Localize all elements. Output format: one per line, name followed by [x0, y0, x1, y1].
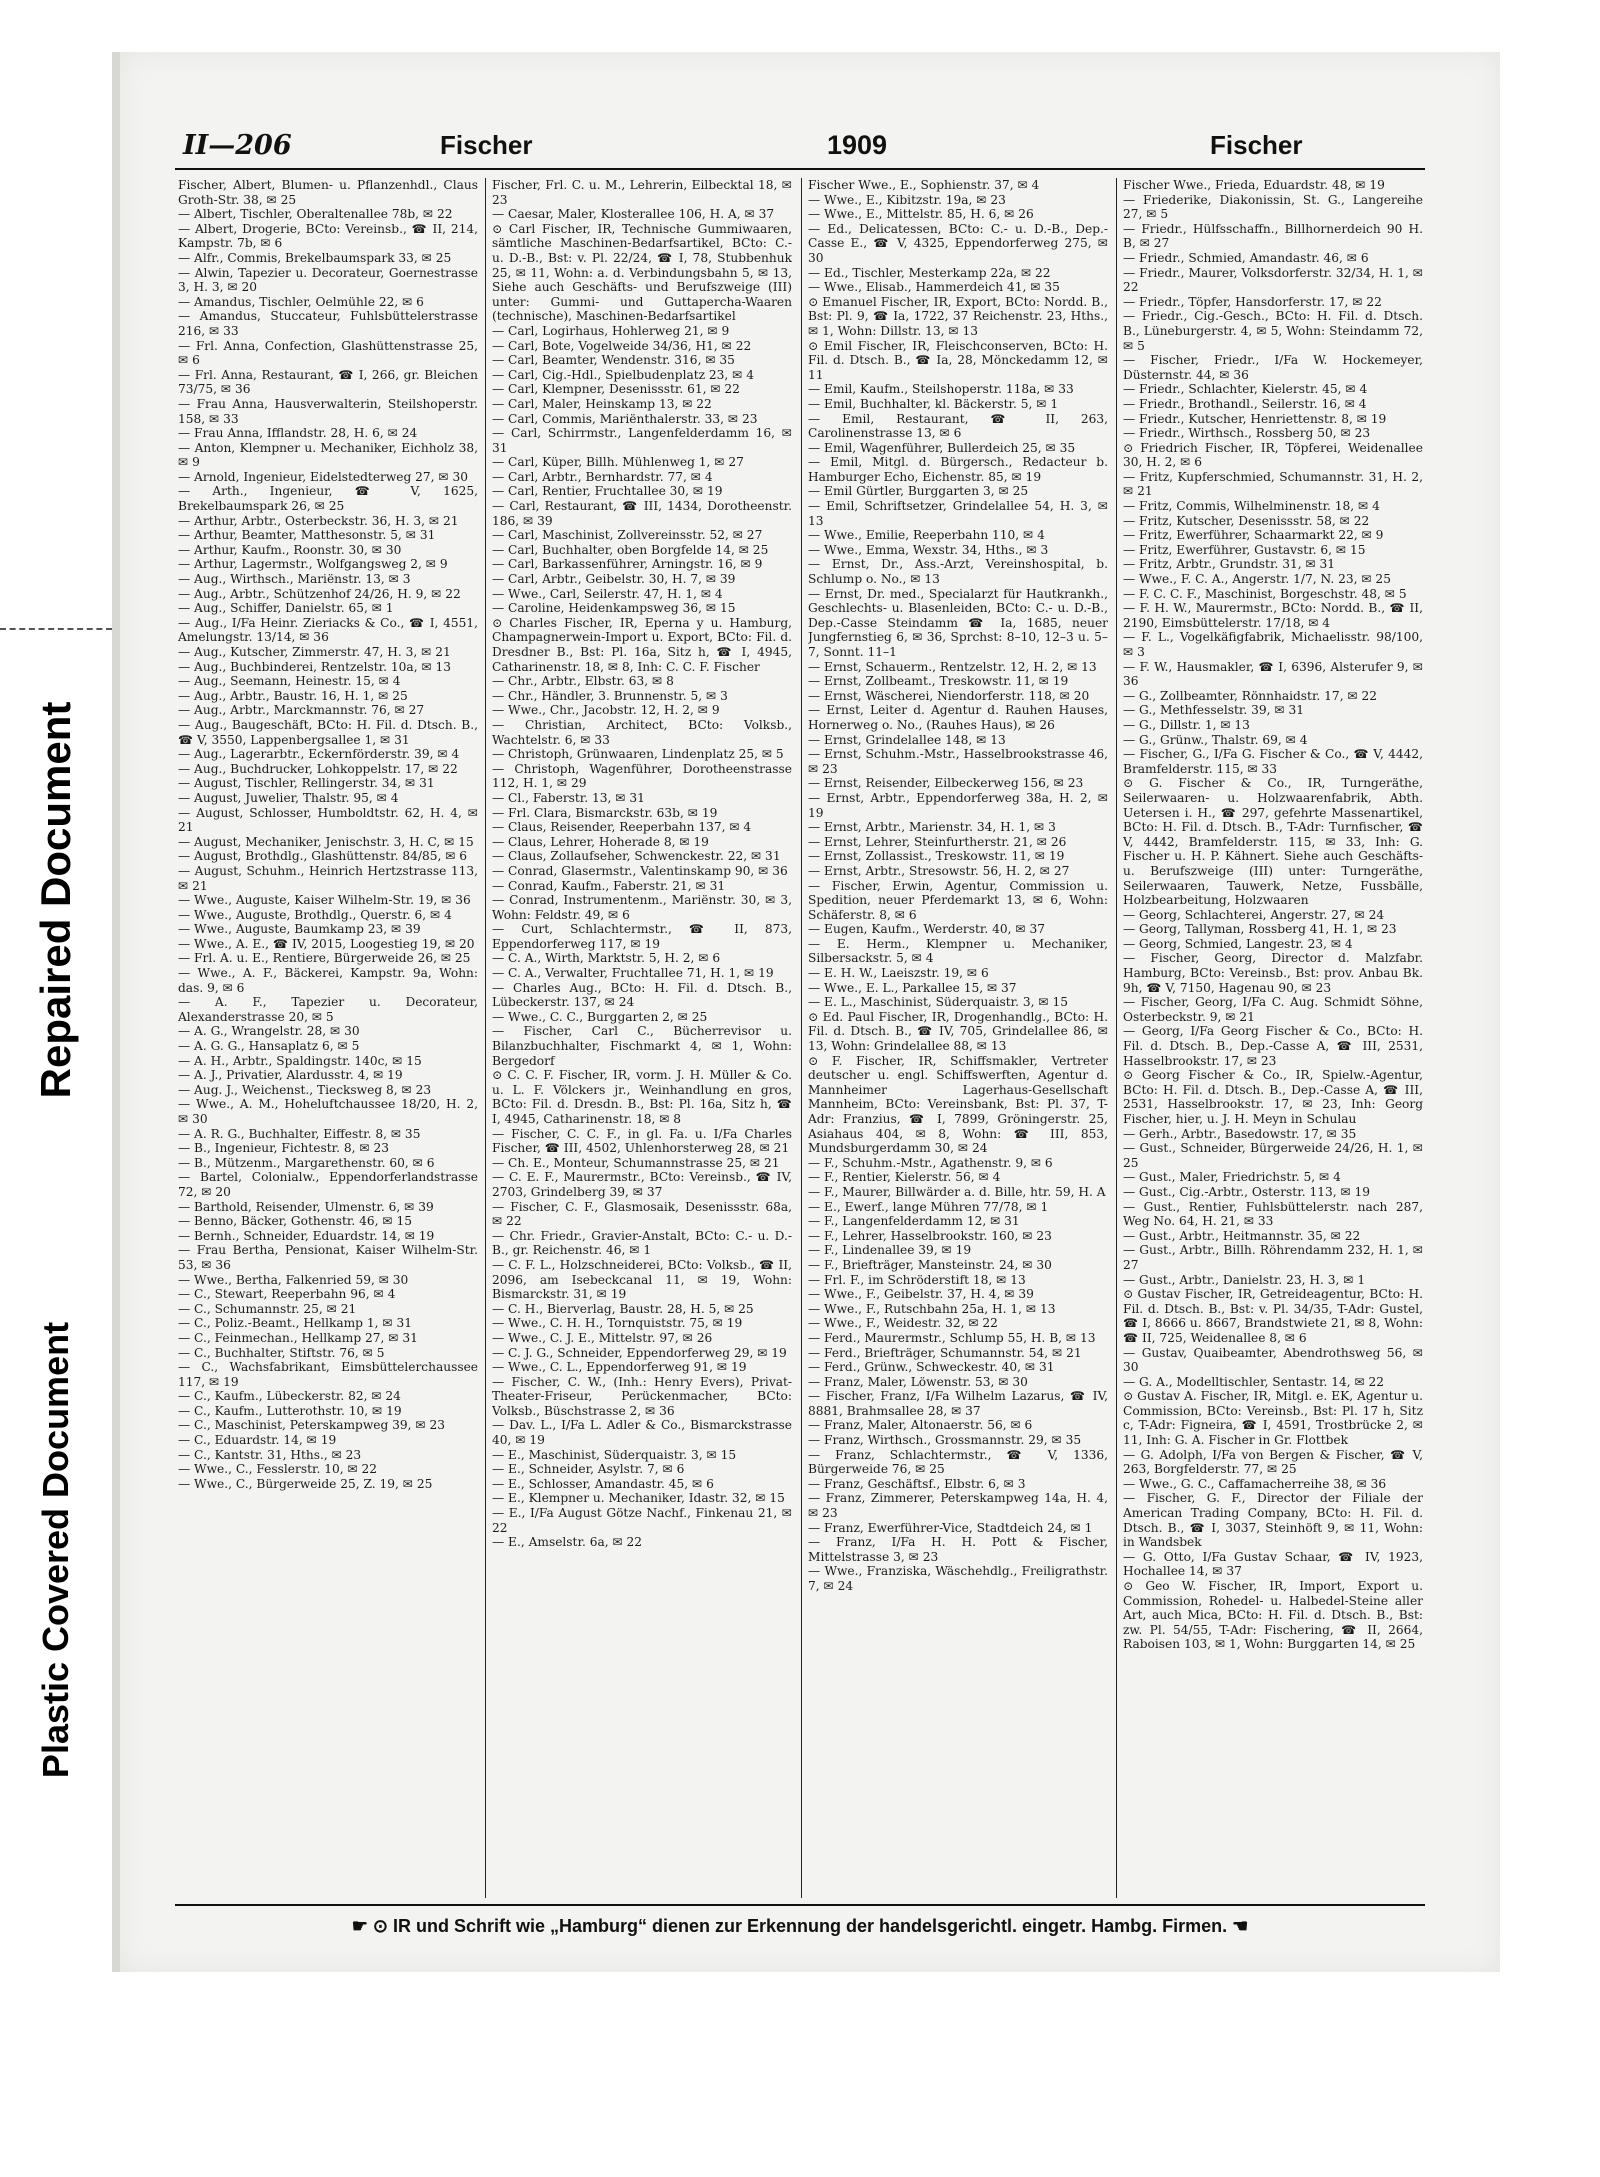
directory-entry: — Gerh., Arbtr., Basedowstr. 17, ✉ 35	[1123, 1126, 1357, 1141]
directory-entry: — Friedr., Cig.-Gesch., BCto: H. Fil. d. Dtsch. B., Lüneburgerstr. 4, ✉ 5, Wohn: Steindamm 72, ✉ 5	[1123, 309, 1423, 353]
directory-entry: — C., Eduardstr. 14, ✉ 19	[178, 1433, 337, 1448]
directory-entry: ⊙ Friedrich Fischer, IR, Töpferei, Weidenallee 30, H. 2, ✉ 6	[1123, 440, 1423, 470]
directory-entry: — Carl, Arbtr., Bernhardstr. 77, ✉ 4	[492, 469, 713, 484]
directory-entry: — E. L., Maschinist, Süderquaistr. 3, ✉ 15	[808, 995, 1068, 1010]
directory-entry: — Friedr., Brothandl., Seilerstr. 16, ✉ 4	[1123, 396, 1367, 411]
directory-entry: — Emil, Mitgl. d. Bürgersch., Redacteur b. Hamburger Echo, Eichenstr. 85, ✉ 19	[808, 455, 1108, 484]
directory-entry: — G., Zollbeamter, Rönnhaidstr. 17, ✉ 22	[1123, 688, 1378, 703]
directory-entry: — Franz, Maler, Altonaerstr. 56, ✉ 6	[808, 1418, 1033, 1433]
directory-entry: ⊙ C. C. F. Fischer, IR, vorm. J. H. Müller & Co. u. L. F. Völckers jr., Weinhandlung en gros, BCto: Fil. d. Dresdn. B., Bst: Pl. 16a, Sitz h, ☎ I, 4945, Catharinenstr. 18, ✉ 8	[492, 1068, 792, 1126]
directory-entry: — Alfr., Commis, Brekelbaumspark 33, ✉ 25	[178, 250, 452, 265]
directory-entry: — A. J., Privatier, Alardusstr. 4, ✉ 19	[178, 1068, 403, 1083]
directory-entry: — Curt, Schlachtermstr., ☎ II, 873, Eppendorferweg 117, ✉ 19	[492, 922, 792, 951]
directory-entry: — Friedr., Hülfsschaffn., Billhornerdeich 90 H. B, ✉ 27	[1123, 221, 1423, 251]
header-name-left: Fischer	[440, 130, 533, 160]
directory-entry: — Carl, Restaurant, ☎ III, 1434, Dorotheenstr. 186, ✉ 39	[492, 499, 792, 528]
directory-entry: — Christoph, Grünwaaren, Lindenplatz 25, ✉ 5	[492, 747, 784, 762]
directory-entry: — Emil Gürtler, Burggarten 3, ✉ 25	[808, 484, 1029, 499]
column-2	[492, 178, 792, 1898]
directory-entry: — Aug., Kutscher, Zimmerstr. 47, H. 3, ✉ 21	[178, 645, 451, 659]
directory-entry: — Fritz, Ewerführer, Schaarmarkt 22, ✉ 9	[1123, 528, 1384, 543]
directory-entry: — Carl, Schirrmstr., Langenfelderdamm 16, ✉ 31	[492, 426, 792, 455]
directory-entry: — Aug., Arbtr., Baustr. 16, H. 1, ✉ 25	[178, 688, 408, 703]
directory-entry: — Fischer, Friedr., I/Fa W. Hockemeyer, Düsternstr. 44, ✉ 36	[1123, 353, 1423, 382]
directory-entry: — Wwe., Elisab., Hammerdeich 41, ✉ 35	[808, 280, 1060, 295]
directory-entry: — C. A., Verwalter, Fruchtallee 71, H. 1, ✉ 19	[492, 966, 774, 981]
directory-entry: — F., Lindenallee 39, ✉ 19	[808, 1243, 972, 1258]
directory-entry: — Wwe., E., Mittelstr. 85, H. 6, ✉ 26	[808, 207, 1034, 222]
directory-entry: — Ferd., Maurermstr., Schlump 55, H. B, ✉ 13	[808, 1330, 1096, 1345]
directory-entry: — C. H., Bierverlag, Baustr. 28, H. 5, ✉ 25	[492, 1301, 754, 1316]
directory-entry: — Friedr., Wirthsch., Rossberg 50, ✉ 23	[1123, 426, 1371, 441]
directory-entry: — Carl, Barkassenführer, Arningstr. 16, ✉ 9	[492, 557, 763, 572]
directory-entry: — Wwe., C. C., Burggarten 2, ✉ 25	[492, 1009, 708, 1024]
directory-entry: — G., Grünw., Thalstr. 69, ✉ 4	[1123, 732, 1308, 747]
directory-entry: — F. L., Vogelkäfigfabrik, Michaelisstr. 98/100, ✉ 3	[1123, 630, 1423, 659]
directory-entry: — B., Mützenm., Margarethenstr. 60, ✉ 6	[178, 1155, 435, 1170]
directory-entry: — Wwe., Franziska, Wäschehdlg., Freiligrathstr. 7, ✉ 24	[808, 1564, 1108, 1593]
directory-entry: — Wwe., C. J. E., Mittelstr. 97, ✉ 26	[492, 1330, 713, 1345]
directory-entry: — Wwe., E., Kibitzstr. 19a, ✉ 23	[808, 192, 1006, 207]
directory-entry: — August, Mechaniker, Jenischstr. 3, H. C, ✉ 15	[178, 834, 474, 849]
directory-entry: — Gustav, Quaibeamter, Abendrothsweg 56, ✉ 30	[1123, 1345, 1423, 1375]
directory-entry: ⊙ Gustav A. Fischer, IR, Mitgl. e. EK, Agentur u. Commission, BCto: Vereinsb., Bst: Pl. 17 h, Sitz c, T-Adr: Figneira, ☎ I, 4591, Trostbrücke 2, ✉ 11, Inh: G. A. Fischer in Gr. Flottbek	[1123, 1389, 1423, 1448]
directory-entry: — Carl, Klempner, Desenissstr. 61, ✉ 22	[492, 382, 740, 397]
directory-entry: — A. G. G., Hansaplatz 6, ✉ 5	[178, 1039, 360, 1054]
directory-entry: — C. F. L., Holzschneiderei, BCto: Volksb., ☎ II, 2096, am Isebeckcanal 11, ✉ 19, Wohn: Bismarckstr. 31, ✉ 19	[492, 1257, 792, 1302]
directory-entry: — Conrad, Instrumentenm., Mariënstr. 30, ✉ 3, Wohn: Feldstr. 49, ✉ 6	[492, 893, 792, 922]
page-number: II—206	[183, 130, 292, 161]
directory-entry: — Franz, Ewerführer-Vice, Stadtdeich 24, ✉ 1	[808, 1520, 1093, 1535]
directory-entry: — B., Ingenieur, Fichtestr. 8, ✉ 23	[178, 1141, 389, 1156]
column-4	[1123, 178, 1423, 1898]
directory-entry: — C., Poliz.-Beamt., Hellkamp 1, ✉ 31	[178, 1316, 412, 1331]
directory-entry: — Friedr., Schmied, Amandastr. 46, ✉ 6	[1123, 250, 1369, 265]
directory-entry: — Frl. A. u. E., Rentiere, Bürgerweide 26, ✉ 25	[178, 951, 471, 966]
directory-entry: — Anton, Klempner u. Mechaniker, Eichholz 38, ✉ 9	[178, 440, 478, 470]
directory-entry: — F., Lehrer, Hasselbrookstr. 160, ✉ 23	[808, 1228, 1052, 1243]
directory-entry: — Carl, Commis, Mariënthalerstr. 33, ✉ 23	[492, 411, 758, 426]
directory-entry: — Arth., Ingenieur, ☎ V, 1625, Brekelbaumspark 26, ✉ 25	[178, 484, 478, 514]
directory-entry: — Aug., Arbtr., Schützenhof 24/26, H. 9, ✉ 22	[178, 586, 461, 601]
directory-entry: — F. H. W., Maurermstr., BCto: Nordd. B., ☎ II, 2190, Eimsbüttelerstr. 17/18, ✉ 4	[1123, 601, 1423, 630]
directory-entry: — Frau Anna, Ifflandstr. 28, H. 6, ✉ 24	[178, 426, 418, 441]
directory-entry: — Chr., Arbtr., Elbstr. 63, ✉ 8	[492, 674, 674, 689]
directory-entry: — Carl, Rentier, Fruchtallee 30, ✉ 19	[492, 484, 723, 499]
directory-entry: — August, Brothdlg., Glashüttenstr. 84/85, ✉ 6	[178, 849, 468, 864]
directory-entry: — Fischer, G. F., Director der Filiale der American Trading Company, BCto: H. Fil. d. Dtsch. B., ☎ I, 3037, Steinhöft 9, ✉ 11, Wohn: in Wandsbek	[1123, 1491, 1423, 1550]
directory-entry: — Frau Anna, Hausverwalterin, Steilshoperstr. 158, ✉ 33	[178, 396, 478, 426]
directory-entry: — E., Schlosser, Amandastr. 45, ✉ 6	[492, 1476, 714, 1491]
directory-page	[112, 52, 1500, 1972]
directory-entry: — Gust., Arbtr., Billh. Röhrendamm 232, H. 1, ✉ 27	[1123, 1243, 1423, 1272]
directory-entry: — E. Herm., Klempner u. Mechaniker, Silbersackstr. 5, ✉ 4	[808, 936, 1108, 966]
directory-entry: — Arthur, Kaufm., Roonstr. 30, ✉ 30	[178, 542, 402, 557]
directory-entry: — G., Dillstr. 1, ✉ 13	[1123, 717, 1250, 732]
directory-entry: ⊙ Charles Fischer, IR, Eperna y u. Hamburg, Champagnerwein-Import u. Export, BCto: Fil. d. Dresdner B., Bst: Pl. 16a, Sitz h, ☎ I, 4945, Catharinenstr. 18, ✉ 8, Inh: C. C. F. Fischer	[492, 615, 792, 674]
directory-entry: — Amandus, Stuccateur, Fuhlsbüttelerstrasse 216, ✉ 33	[178, 309, 478, 338]
page-header	[175, 122, 1425, 170]
directory-entry: — Charles Aug., BCto: H. Fil. d. Dtsch. B., Lübeckerstr. 137, ✉ 24	[492, 980, 792, 1010]
directory-entry: — Aug., Lagerarbtr., Eckernförderstr. 39, ✉ 4	[178, 747, 460, 762]
directory-entry: — Emil, Kaufm., Steilshoperstr. 118a, ✉ 33	[808, 382, 1074, 397]
directory-entry: — Carl, Cig.-Hdl., Spielbudenplatz 23, ✉ 4	[492, 367, 755, 382]
directory-entry: — Carl, Maschinist, Zollvereinsstr. 52, ✉ 27	[492, 528, 763, 543]
directory-entry: — Aug., Buchbinderei, Rentzelstr. 10a, ✉ 13	[178, 659, 452, 674]
directory-entry: — Wwe., C., Bürgerweide 25, Z. 19, ✉ 25	[178, 1476, 433, 1491]
directory-entry: — Gust., Arbtr., Heitmannstr. 35, ✉ 22	[1123, 1228, 1361, 1243]
plastic-covered-label: Plastic Covered Document	[35, 1321, 76, 1779]
directory-entry: — Claus, Reisender, Reeperbahn 137, ✉ 4	[492, 820, 752, 835]
directory-entry: — Fritz, Kupferschmied, Schumannstr. 31, H. 2, ✉ 21	[1123, 469, 1423, 499]
column-1	[178, 178, 478, 1898]
directory-entry: — Aug., Baugeschäft, BCto: H. Fil. d. Dtsch. B., ☎ V, 3550, Lappenbergsallee 1, ✉ 31	[178, 717, 478, 747]
directory-entry: — Ernst, Zollassist., Treskowstr. 11, ✉ 19	[808, 849, 1065, 864]
directory-entry: — Ernst, Dr., Ass.-Arzt, Vereinshospital, b. Schlump o. No., ✉ 13	[808, 557, 1108, 587]
directory-entry: — Ernst, Schauerm., Rentzelstr. 12, H. 2, ✉ 13	[808, 659, 1097, 674]
directory-entry: — F., Maurer, Billwärder a. d. Bille, htr. 59, H. A	[808, 1184, 1106, 1199]
directory-entry: — Fischer, C. F., Glasmosaik, Desenissstr. 68a, ✉ 22	[492, 1199, 792, 1229]
directory-entry: — A. G., Wrangelstr. 28, ✉ 30	[178, 1024, 360, 1039]
directory-entry: — Frl. Anna, Confection, Glashüttenstrasse 25, ✉ 6	[178, 338, 478, 368]
directory-entry: — Aug., Arbtr., Marckmannstr. 76, ✉ 27	[178, 703, 425, 718]
directory-entry: — Wwe., F., Rutschbahn 25a, H. 1, ✉ 13	[808, 1301, 1056, 1316]
directory-entry: — Wwe., Carl, Seilerstr. 47, H. 1, ✉ 4	[492, 586, 723, 601]
directory-entry: — C. E. F., Maurermstr., BCto: Vereinsb., ☎ IV, 2703, Grindelberg 39, ✉ 37	[492, 1170, 792, 1199]
directory-entry: — E., Maschinist, Süderquaistr. 3, ✉ 15	[492, 1447, 737, 1462]
directory-entry: — Franz, I/Fa H. H. Pott & Fischer, Mittelstrasse 3, ✉ 23	[808, 1535, 1108, 1564]
directory-entry: — Emil, Wagenführer, Bullerdeich 25, ✉ 35	[808, 440, 1076, 455]
directory-entry: — Gust., Rentier, Fuhlsbüttelerstr. nach 287, Weg No. 64, H. 21, ✉ 33	[1123, 1199, 1423, 1229]
column-divider	[1116, 178, 1117, 1898]
directory-entry: — Caesar, Maler, Klosterallee 106, H. A, ✉ 37	[492, 207, 775, 222]
directory-entry: — Aug., Seemann, Heinestr. 15, ✉ 4	[178, 674, 401, 689]
directory-entry: — Friedr., Töpfer, Hansdorferstr. 17, ✉ 22	[1123, 294, 1382, 309]
directory-entry: — G. Adolph, I/Fa von Bergen & Fischer, ☎ V, 263, Borgfelderstr. 77, ✉ 25	[1123, 1447, 1423, 1477]
directory-entry: — Wwe., F. C. A., Angerstr. 1/7, N. 23, ✉ 25	[1123, 572, 1391, 587]
directory-entry: — E., Klempner u. Mechaniker, Idastr. 32, ✉ 15	[492, 1491, 785, 1506]
directory-entry: — Ernst, Lehrer, Steinfurtherstr. 21, ✉ 26	[808, 834, 1067, 849]
directory-entry: — Ch. E., Monteur, Schumannstrasse 25, ✉ 21	[492, 1155, 780, 1170]
column-3	[808, 178, 1108, 1898]
directory-entry: — Claus, Zollaufseher, Schwenckestr. 22, ✉ 31	[492, 849, 781, 864]
directory-entry: — Wwe., Emma, Wexstr. 34, Hths., ✉ 3	[808, 542, 1049, 557]
directory-entry: — C., Schumannstr. 25, ✉ 21	[178, 1301, 357, 1316]
directory-entry: — Ernst, Reisender, Eilbeckerweg 156, ✉ 23	[808, 776, 1084, 791]
directory-entry: — Wwe., C., Fesslerstr. 10, ✉ 22	[178, 1462, 378, 1477]
directory-entry: — Fischer, C. C. F., in gl. Fa. u. I/Fa Charles Fischer, ☎ III, 4502, Uhlenhorsterweg 28, ✉ 21	[492, 1126, 792, 1156]
directory-entry: — Christian, Architect, BCto: Volksb., Wachtelstr. 6, ✉ 33	[492, 717, 792, 747]
directory-entry: — G. Otto, I/Fa Gustav Schaar, ☎ IV, 1923, Hochallee 14, ✉ 37	[1123, 1549, 1423, 1579]
directory-entry: — Gust., Arbtr., Danielstr. 23, H. 3, ✉ 1	[1123, 1272, 1366, 1287]
directory-entry: — Christoph, Wagenführer, Dorotheenstrasse 112, H. 1, ✉ 29	[492, 761, 792, 791]
directory-entry: — Fritz, Kutscher, Desenissstr. 58, ✉ 22	[1123, 513, 1370, 528]
directory-entry: — Frl. Anna, Restaurant, ☎ I, 266, gr. Bleichen 73/75, ✉ 36	[178, 367, 478, 397]
directory-entry: — August, Schlosser, Humboldtstr. 62, H. 4, ✉ 21	[178, 805, 478, 835]
directory-entry: — Frau Bertha, Pensionat, Kaiser Wilhelm-Str. 53, ✉ 36	[178, 1243, 478, 1272]
directory-entry: — E. H. W., Laeiszstr. 19, ✉ 6	[808, 966, 989, 981]
dashed-separator	[0, 628, 112, 630]
directory-entry: — Cl., Faberstr. 13, ✉ 31	[492, 790, 645, 805]
directory-entry: — Ernst, Schuhm.-Mstr., Hasselbrookstrasse 46, ✉ 23	[808, 747, 1108, 776]
directory-entry: — F. W., Hausmakler, ☎ I, 6396, Alsterufer 9, ✉ 36	[1123, 659, 1423, 689]
directory-entry: — Friedr., Kutscher, Henriettenstr. 8, ✉ 19	[1123, 411, 1387, 426]
directory-entry: ⊙ Emil Fischer, IR, Fleischconserven, BCto: H. Fil. d. Dtsch. B., ☎ Ia, 28, Mönckedamm 12, ✉ 11	[808, 338, 1108, 382]
directory-entry: — August, Tischler, Rellingerstr. 34, ✉ 31	[178, 776, 435, 791]
directory-entry: — Fritz, Arbtr., Grundstr. 31, ✉ 31	[1123, 557, 1336, 572]
directory-entry: — Emil, Restaurant, ☎ II, 263, Carolinenstrasse 13, ✉ 6	[808, 411, 1108, 441]
directory-entry: — E., Amselstr. 6a, ✉ 22	[492, 1535, 643, 1550]
header-name-right: Fischer	[1210, 130, 1303, 160]
directory-entry: — Chr. Friedr., Gravier-Anstalt, BCto: C.- u. D.-B., gr. Reichenstr. 46, ✉ 1	[492, 1228, 792, 1258]
directory-entry: — F., Langenfelderdamm 12, ✉ 31	[808, 1214, 1020, 1229]
directory-entry: — Ed., Tischler, Mesterkamp 22a, ✉ 22	[808, 265, 1051, 280]
directory-entry: — Wwe., F., Geibelstr. 37, H. 4, ✉ 39	[808, 1287, 1034, 1302]
directory-entry: — Aug., I/Fa Heinr. Zieriacks & Co., ☎ I, 4551, Amelungstr. 13/14, ✉ 36	[178, 615, 478, 645]
directory-entry: — Ernst, Grindelallee 148, ✉ 13	[808, 732, 1006, 747]
directory-entry: ⊙ Carl Fischer, IR, Technische Gummiwaaren, sämtliche Maschinen-Bedarfsartikel, BCto: C.- u. D.-B., Bst: v. Pl. 22/24, ☎ I, 78, Stubbenhuk 25, ✉ 11, Wohn: a. d. Verbindungsbahn 5, ✉ 13, Siehe auch Geschäfts- und Berufszweige (III) unter: Gummi- und Guttapercha-Waaren (technische), Maschinen-Bedarfsartikel	[492, 221, 792, 324]
directory-entry: — E., Ewerf., lange Mühren 77/78, ✉ 1	[808, 1199, 1049, 1214]
directory-entry: — Amandus, Tischler, Oelmühle 22, ✉ 6	[178, 294, 424, 309]
directory-entry: — August, Juwelier, Thalstr. 95, ✉ 4	[178, 790, 399, 805]
directory-entry: — Emil, Schriftsetzer, Grindelallee 54, H. 3, ✉ 13	[808, 499, 1108, 528]
directory-entry: — Gust., Cig.-Arbtr., Osterstr. 113, ✉ 19	[1123, 1184, 1371, 1199]
directory-entry: — Carl, Buchhalter, oben Borgfelde 14, ✉ 25	[492, 542, 769, 557]
directory-entry: ⊙ Gustav Fischer, IR, Getreideagentur, BCto: H. Fil. d. Dtsch. B., Bst: v. Pl. 34/35, T-Adr: Gustel, ☎ I, 8666 u. 8667, Brandstwiete 21, ✉ 8, Wohn: ☎ II, 725, Weidenallee 8, ✉ 6	[1123, 1287, 1423, 1345]
directory-entry: — Carl, Arbtr., Geibelstr. 30, H. 7, ✉ 39	[492, 572, 736, 587]
directory-entry: — Wwe., F., Weidestr. 32, ✉ 22	[808, 1316, 998, 1331]
directory-entry: ⊙ Geo W. Fischer, IR, Import, Export u. Commission, Rohedel- u. Halbedel-Steine aller Art, auch Mica, BCto: H. Fil. d. Dtsch. B., Bst: zw. Pl. 54/55, T-Adr: Fischering, ☎ II, 2664, Raboisen 103, ✉ 1, Wohn: Burggarten 14, ✉ 25	[1123, 1579, 1423, 1652]
directory-entry: — Gust., Schneider, Bürgerweide 24/26, H. 1, ✉ 25	[1123, 1141, 1423, 1170]
directory-entry: Fischer, Frl. C. u. M., Lehrerin, Eilbecktal 18, ✉ 23	[492, 178, 792, 207]
directory-entry: — G. A., Modelltischler, Sentastr. 14, ✉ 22	[1123, 1374, 1385, 1389]
directory-entry: — Gust., Maler, Friedrichstr. 5, ✉ 4	[1123, 1170, 1341, 1185]
directory-entry: — Ernst, Wäscherei, Niendorferstr. 118, ✉ 20	[808, 688, 1090, 703]
directory-entry: — Franz, Zimmerer, Peterskampweg 14a, H. 4, ✉ 23	[808, 1491, 1108, 1521]
directory-entry: ⊙ Georg Fischer & Co., IR, Spielw.-Agentur, BCto: H. Fil. d. Dtsch. B., Dep.-Casse A, ☎ III, 2531, Hasselbrookstr. 17, ✉ 23, Inh: Georg Fischer, hier, u. J. H. Meyn in Schulau	[1123, 1068, 1423, 1126]
directory-entry: — Wwe., Chr., Jacobstr. 12, H. 2, ✉ 9	[492, 703, 720, 718]
directory-entry: — C. A., Wirth, Marktstr. 5, H. 2, ✉ 6	[492, 951, 721, 966]
directory-entry: Fischer Wwe., E., Sophienstr. 37, ✉ 4	[808, 178, 1040, 192]
directory-entry: — Fischer, G., I/Fa G. Fischer & Co., ☎ V, 4442, Bramfelderstr. 115, ✉ 33	[1123, 747, 1423, 776]
repaired-document-label: Repaired Document	[32, 701, 79, 1099]
directory-entry: — Wwe., Emilie, Reeperbahn 110, ✉ 4	[808, 528, 1045, 543]
directory-entry: — Ernst, Leiter d. Agentur d. Rauhen Hauses, Hornerweg o. No., (Rauhes Haus), ✉ 26	[808, 703, 1108, 732]
directory-entry: — C., Maschinist, Peterskampweg 39, ✉ 23	[178, 1418, 446, 1433]
directory-entry: — Wwe., A. M., Hoheluftchaussee 18/20, H. 2, ✉ 30	[178, 1097, 478, 1126]
directory-entry: — A. F., Tapezier u. Decorateur, Alexanderstrasse 20, ✉ 5	[178, 995, 478, 1024]
directory-entry: — Eugen, Kaufm., Werderstr. 40, ✉ 37	[808, 922, 1045, 937]
directory-entry: — Ed., Delicatessen, BCto: C.- u. D.-B., Dep.-Casse E., ☎ V, 4325, Eppendorferweg 275, ✉ 30	[808, 221, 1108, 265]
directory-entry: — Benno, Bäcker, Gothenstr. 46, ✉ 15	[178, 1214, 413, 1229]
directory-entry: — August, Schuhm., Heinrich Hertzstrasse 113, ✉ 21	[178, 863, 478, 893]
directory-entry: — Friedr., Maurer, Volksdorferstr. 32/34, H. 1, ✉ 22	[1123, 265, 1423, 295]
directory-entry: — Arnold, Ingenieur, Eidelstedterweg 27, ✉ 30	[178, 469, 469, 484]
directory-entry: — Carl, Logirhaus, Hohlerweg 21, ✉ 9	[492, 323, 730, 338]
directory-entry: — Emil, Buchhalter, kl. Bäckerstr. 5, ✉ 1	[808, 396, 1059, 411]
directory-entry: — E., Schneider, Asylstr. 7, ✉ 6	[492, 1462, 685, 1477]
directory-entry: — Ernst, Arbtr., Stresowstr. 56, H. 2, ✉ 27	[808, 863, 1070, 878]
directory-entry: — C., Kantstr. 31, Hths., ✉ 23	[178, 1447, 362, 1462]
directory-entry: — Fischer, Erwin, Agentur, Commission u. Spedition, neuer Pferdemarkt 13, ✉ 6, Wohn: Schäferstr. 8, ✉ 6	[808, 878, 1108, 922]
directory-entry: — Frl. F., im Schröderstift 18, ✉ 13	[808, 1272, 1026, 1287]
directory-entry: — Franz, Geschäftsf., Elbstr. 6, ✉ 3	[808, 1476, 1026, 1491]
directory-entry: — Albert, Tischler, Oberaltenallee 78b, ✉ 22	[178, 207, 453, 222]
directory-entry: — Claus, Lehrer, Hoherade 8, ✉ 19	[492, 834, 709, 849]
directory-entry: — Chr., Händler, 3. Brunnenstr. 5, ✉ 3	[492, 688, 728, 703]
directory-entry: — Aug., Buchdrucker, Lohkoppelstr. 17, ✉ 22	[178, 761, 458, 776]
directory-entry: — A. H., Arbtr., Spaldingstr. 140c, ✉ 15	[178, 1053, 422, 1068]
directory-entry: — Carl, Maler, Heinskamp 13, ✉ 22	[492, 396, 712, 411]
page-footer-note: ☛ ⊙ IR und Schrift wie „Hamburg“ dienen zur Erkennung der handelsgerichtl. eingetr. Hambg. Firmen. ☚	[351, 1916, 1249, 1936]
directory-entry: — Fritz, Commis, Wilhelminenstr. 18, ✉ 4	[1123, 499, 1380, 514]
directory-entry: — Wwe., Auguste, Brothdlg., Querstr. 6, ✉ 4	[178, 907, 452, 922]
directory-entry: — Franz, Maler, Löwenstr. 53, ✉ 30	[808, 1374, 1028, 1389]
directory-entry: ⊙ G. Fischer & Co., IR, Turngeräthe, Seilerwaaren- u. Holzwaarenfabrik, Abth. Uetersen i. H., ☎ 297, gefehrte Massenartikel, BCto: H. Fil. d. Dtsch. B., T-Adr: Turnfischer, ☎ V, 4442, Bramfelderstr. 115, ✉ 33, Inh: G. Fischer u. H. P. Kähnert. Siehe auch Geschäfts- u. Berufszweige (III) unter: Turngeräthe, Seilerwaaren, Tauwerk, Netze, Fussbälle, Holzbearbeitung, Holzwaaren	[1123, 776, 1423, 908]
directory-entry: — Carl, Beamter, Wendenstr. 316, ✉ 35	[492, 353, 735, 368]
directory-entry: — C., Kaufm., Lutterothstr. 10, ✉ 19	[178, 1403, 402, 1418]
directory-entry: — Conrad, Glasermstr., Valentinskamp 90, ✉ 36	[492, 863, 788, 878]
directory-entry: — Barthold, Reisender, Ulmenstr. 6, ✉ 39	[178, 1199, 434, 1214]
directory-entry: — C., Wachsfabrikant, Eimsbüttelerchaussee 117, ✉ 19	[178, 1360, 478, 1389]
directory-entry: — Aug., Wirthsch., Mariënstr. 13, ✉ 3	[178, 572, 411, 587]
directory-entry: — Franz, Schlachtermstr., ☎ V, 1336, Bürgerweide 76, ✉ 25	[808, 1447, 1108, 1477]
directory-entry: — Fischer, C. W., (Inh.: Henry Evers), Privat-Theater-Friseur, Perückenmacher, BCto: Volksb., Büschstrasse 2, ✉ 36	[492, 1374, 792, 1418]
directory-entry: — Georg, Schlachterei, Angerstr. 27, ✉ 24	[1123, 907, 1385, 922]
directory-entry: — F., Briefträger, Mansteinstr. 24, ✉ 30	[808, 1257, 1052, 1272]
directory-entry: Fischer Wwe., Frieda, Eduardstr. 48, ✉ 19	[1123, 178, 1385, 192]
directory-entry: ⊙ Emanuel Fischer, IR, Export, BCto: Nordd. B., Bst: Pl. 9, ☎ Ia, 1722, 37 Reichenstr. 23, Hths., ✉ 1, Wohn: Dillstr. 13, ✉ 13	[808, 294, 1108, 338]
directory-entry: — Arthur, Beamter, Matthesonstr. 5, ✉ 31	[178, 528, 436, 543]
directory-entry: — Fischer, Franz, I/Fa Wilhelm Lazarus, ☎ IV, 8881, Brahmsallee 28, ✉ 37	[808, 1389, 1108, 1418]
directory-entry: — Wwe., C. H. H., Tornquiststr. 75, ✉ 19	[492, 1316, 743, 1331]
directory-entry: — Georg, Schmied, Langestr. 23, ✉ 4	[1123, 936, 1353, 951]
directory-entry: — Ernst, Arbtr., Eppendorferweg 38a, H. 2, ✉ 19	[808, 790, 1108, 820]
directory-entry: — Aug., Schiffer, Danielstr. 65, ✉ 1	[178, 601, 394, 616]
directory-entry: — Wwe., A. E., ☎ IV, 2015, Loogestieg 19, ✉ 20	[178, 936, 475, 951]
directory-entry: — Georg, I/Fa Georg Fischer & Co., BCto: H. Fil. d. Dtsch. B., Dep.-Casse A, ☎ III, 2531, Hasselbrookstr. 17, ✉ 23	[1123, 1024, 1423, 1068]
directory-entry: — C., Kaufm., Lübeckerstr. 82, ✉ 24	[178, 1389, 401, 1404]
directory-entry: — Ferd., Grünw., Schweckestr. 40, ✉ 31	[808, 1360, 1055, 1375]
directory-entry: — Carl, Bote, Vogelweide 34/36, H1, ✉ 22	[492, 338, 752, 353]
directory-entry: — Conrad, Kaufm., Faberstr. 21, ✉ 31	[492, 878, 726, 893]
column-divider	[485, 178, 486, 1898]
directory-entry: — Fischer, Carl C., Bücherrevisor u. Bilanzbuchhalter, Fischmarkt 4, ✉ 1, Wohn: Bergedorf	[492, 1024, 792, 1068]
directory-entry: — F. C. C. F., Maschinist, Borgeschstr. 48, ✉ 5	[1123, 586, 1407, 601]
archive-stamp-strip	[0, 0, 112, 2177]
directory-entry: — Wwe., Auguste, Kaiser Wilhelm-Str. 19, ✉ 36	[178, 893, 471, 908]
directory-entry: — Franz, Wirthsch., Grossmannstr. 29, ✉ 35	[808, 1433, 1082, 1448]
directory-entry: — C., Feinmechan., Hellkamp 27, ✉ 31	[178, 1330, 418, 1345]
directory-entry: — Aug. J., Weichenst., Tiecksweg 8, ✉ 23	[178, 1082, 432, 1097]
directory-entry: ⊙ Ed. Paul Fischer, IR, Drogenhandlg., BCto: H. Fil. d. Dtsch. B., ☎ IV, 705, Grindelallee 86, ✉ 13, Wohn: Grindelallee 88, ✉ 13	[808, 1009, 1108, 1054]
directory-entry: — Georg, Tallyman, Rossberg 41, H. 1, ✉ 23	[1123, 922, 1397, 937]
directory-entry: — Frl. Clara, Bismarckstr. 63b, ✉ 19	[492, 805, 718, 820]
directory-entry: — C. J. G., Schneider, Eppendorferweg 29, ✉ 19	[492, 1345, 787, 1360]
directory-entry: — Carl, Küper, Billh. Mühlenweg 1, ✉ 27	[492, 455, 744, 470]
directory-entry: — Bernh., Schneider, Eduardstr. 14, ✉ 19	[178, 1228, 435, 1243]
header-year: 1909	[827, 130, 888, 160]
directory-entry: — C., Buchhalter, Stiftstr. 76, ✉ 5	[178, 1345, 385, 1360]
directory-entry: — Fischer, Georg, Director d. Malzfabr. Hamburg, BCto: Vereinsb., Bst: prov. Anbau Bk. 9h, ☎ V, 7150, Hagenau 90, ✉ 23	[1123, 951, 1423, 995]
directory-entry: — Wwe., A. F., Bäckerei, Kampstr. 9a, Wohn: das. 9, ✉ 6	[178, 966, 478, 995]
directory-entry: — Arthur, Lagermstr., Wolfgangsweg 2, ✉ 9	[178, 557, 448, 572]
directory-entry: — Albert, Drogerie, BCto: Vereinsb., ☎ II, 214, Kampstr. 7b, ✉ 6	[178, 221, 478, 251]
directory-entry: — E., I/Fa August Götze Nachf., Finkenau 21, ✉ 22	[492, 1506, 792, 1535]
directory-entry: — Wwe., Bertha, Falkenried 59, ✉ 30	[178, 1272, 409, 1287]
directory-entry: — Friederike, Diakonissin, St. G., Langereihe 27, ✉ 5	[1123, 192, 1423, 222]
directory-entry: — Dav. L., I/Fa L. Adler & Co., Bismarckstrasse 40, ✉ 19	[492, 1418, 792, 1448]
directory-entry: — Arthur, Arbtr., Osterbeckstr. 36, H. 3, ✉ 21	[178, 513, 459, 528]
column-divider	[801, 178, 802, 1898]
directory-entry: — C., Stewart, Reeperbahn 96, ✉ 4	[178, 1287, 396, 1302]
directory-entry: — F., Schuhm.-Mstr., Agathenstr. 9, ✉ 6	[808, 1155, 1053, 1170]
footer-rule	[175, 1904, 1425, 1906]
directory-entry: — Friedr., Schlachter, Kielerstr. 45, ✉ 4	[1123, 382, 1368, 397]
directory-entry: — Ernst, Dr. med., Specialarzt für Hautkrankh., Geschlechts- u. Blasenleiden, BCto: C.- u. D.-B., Dep.-Casse Steindamm ☎ Ia, 1685, neuer Jungfernstieg 6, ✉ 36, Sprchst: 8–10, 12–3 u. 5–7, Sonnt. 11–1	[808, 586, 1108, 659]
directory-entry: — Wwe., E. L., Parkallee 15, ✉ 37	[808, 980, 1017, 995]
directory-entry: — F., Rentier, Kielerstr. 56, ✉ 4	[808, 1170, 1001, 1185]
directory-entry: — Caroline, Heidenkampsweg 36, ✉ 15	[492, 601, 736, 616]
directory-entry: — Wwe., Auguste, Baumkamp 23, ✉ 39	[178, 922, 421, 937]
directory-entry: — Fischer, Georg, I/Fa C. Aug. Schmidt Söhne, Osterbeckstr. 9, ✉ 21	[1123, 995, 1423, 1024]
directory-entry: ⊙ F. Fischer, IR, Schiffsmakler, Vertreter deutscher u. engl. Schiffswerften, Agentur d. Mannheimer Lagerhaus-Gesellschaft Mannheim, BCto: Vereinsbank, Bst: Pl. 37, T-Adr: Franzius, ☎ I, 7899, Gröningerstr. 25, Asiahaus 404, ✉ 8, Wohn: ☎ III, 853, Mundsburgerdamm 30, ✉ 24	[808, 1053, 1108, 1156]
directory-entry: — A. R. G., Buchhalter, Eiffestr. 8, ✉ 35	[178, 1126, 421, 1141]
directory-entry: — Wwe., G. C., Caffamacherreihe 38, ✉ 36	[1123, 1476, 1387, 1491]
directory-entry: — Ferd., Briefträger, Schumannstr. 54, ✉ 21	[808, 1345, 1082, 1360]
directory-entry: — Fritz, Ewerführer, Gustavstr. 6, ✉ 15	[1123, 542, 1366, 557]
directory-entry: — Bartel, Colonialw., Eppendorferlandstrasse 72, ✉ 20	[178, 1170, 478, 1199]
directory-entry: — Wwe., C. L., Eppendorferweg 91, ✉ 19	[492, 1360, 747, 1375]
directory-entry: — Ernst, Arbtr., Marienstr. 34, H. 1, ✉ 3	[808, 820, 1056, 835]
directory-entry: Fischer, Albert, Blumen- u. Pflanzenhdl., Claus Groth-Str. 38, ✉ 25	[178, 178, 478, 207]
directory-entry: — Ernst, Zollbeamt., Treskowstr. 11, ✉ 19	[808, 674, 1069, 689]
directory-entry: — Alwin, Tapezier u. Decorateur, Goernestrasse 3, H. 3, ✉ 20	[178, 265, 478, 295]
directory-entry: — G., Methfesselstr. 39, ✉ 31	[1123, 703, 1305, 718]
